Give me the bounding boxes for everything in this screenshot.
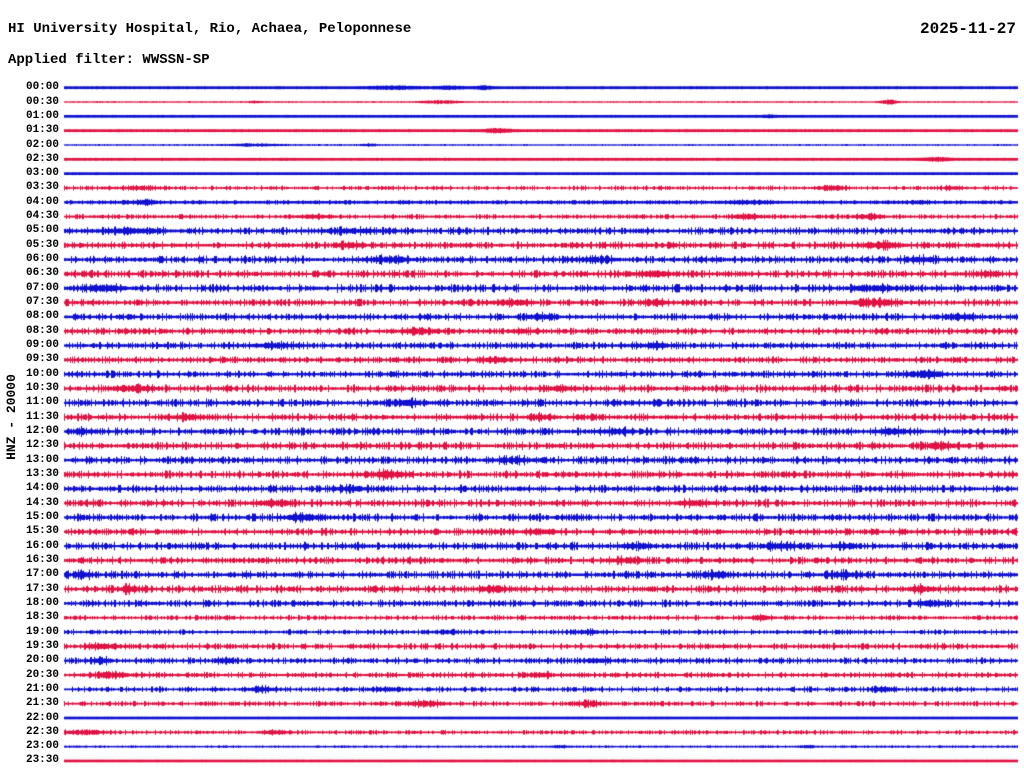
time-label: 10:00: [25, 367, 59, 380]
time-label: 10:30: [25, 382, 59, 395]
time-label: 04:00: [25, 195, 59, 208]
time-label: 06:00: [25, 253, 59, 266]
time-label: 06:30: [25, 267, 59, 280]
date-label: 2025-11-27: [919, 20, 1016, 38]
time-label: 13:00: [25, 453, 59, 466]
time-label: 18:00: [25, 596, 59, 609]
time-label: 09:30: [25, 353, 59, 366]
time-label: 21:30: [25, 697, 59, 710]
time-label: 15:00: [25, 510, 59, 523]
time-label: 03:00: [25, 167, 59, 180]
time-label: 05:00: [25, 224, 59, 237]
time-label: 16:30: [25, 553, 59, 566]
time-label: 01:30: [25, 124, 59, 137]
time-label: 02:00: [25, 138, 59, 151]
time-label: 22:00: [25, 711, 59, 724]
y-axis-label-text: HNZ - 20000: [4, 374, 19, 460]
time-label: 19:30: [25, 639, 59, 652]
time-label: 00:30: [25, 95, 59, 108]
time-label: 11:30: [25, 410, 59, 423]
time-label: 20:00: [25, 654, 59, 667]
time-label: 08:00: [25, 310, 59, 323]
time-label: 12:00: [25, 425, 59, 437]
time-label: 07:30: [25, 296, 59, 309]
time-label: 07:00: [25, 281, 59, 294]
time-label: 04:30: [25, 210, 59, 223]
station-title: HI University Hospital, Rio, Achaea, Peloponnese: [8, 21, 412, 37]
time-label: 18:30: [25, 611, 59, 624]
time-label: 20:30: [25, 668, 59, 681]
time-label: 03:30: [25, 181, 59, 194]
time-label: 09:00: [25, 339, 59, 352]
time-label: 01:00: [25, 109, 59, 122]
time-label: 15:30: [25, 525, 59, 538]
time-label: 17:00: [25, 568, 59, 581]
time-label: 08:30: [25, 324, 59, 337]
time-label: 16:00: [25, 539, 59, 552]
time-label: 19:00: [25, 625, 59, 638]
time-label: 12:30: [25, 439, 59, 452]
time-label: 13:30: [25, 467, 59, 480]
time-label: 23:00: [25, 740, 59, 753]
time-label: 14:00: [25, 482, 59, 495]
time-label: 17:30: [25, 582, 59, 595]
time-label: 02:30: [25, 152, 59, 165]
time-label: 00:00: [25, 81, 59, 94]
time-label: 21:00: [25, 682, 59, 695]
time-label: 23:30: [25, 754, 59, 767]
time-label: 05:30: [25, 238, 59, 251]
time-label: 14:30: [25, 496, 59, 509]
time-label: 22:30: [25, 725, 59, 738]
time-label: 11:00: [25, 396, 59, 409]
filter-label: Applied filter: WWSSN-SP: [8, 52, 210, 68]
